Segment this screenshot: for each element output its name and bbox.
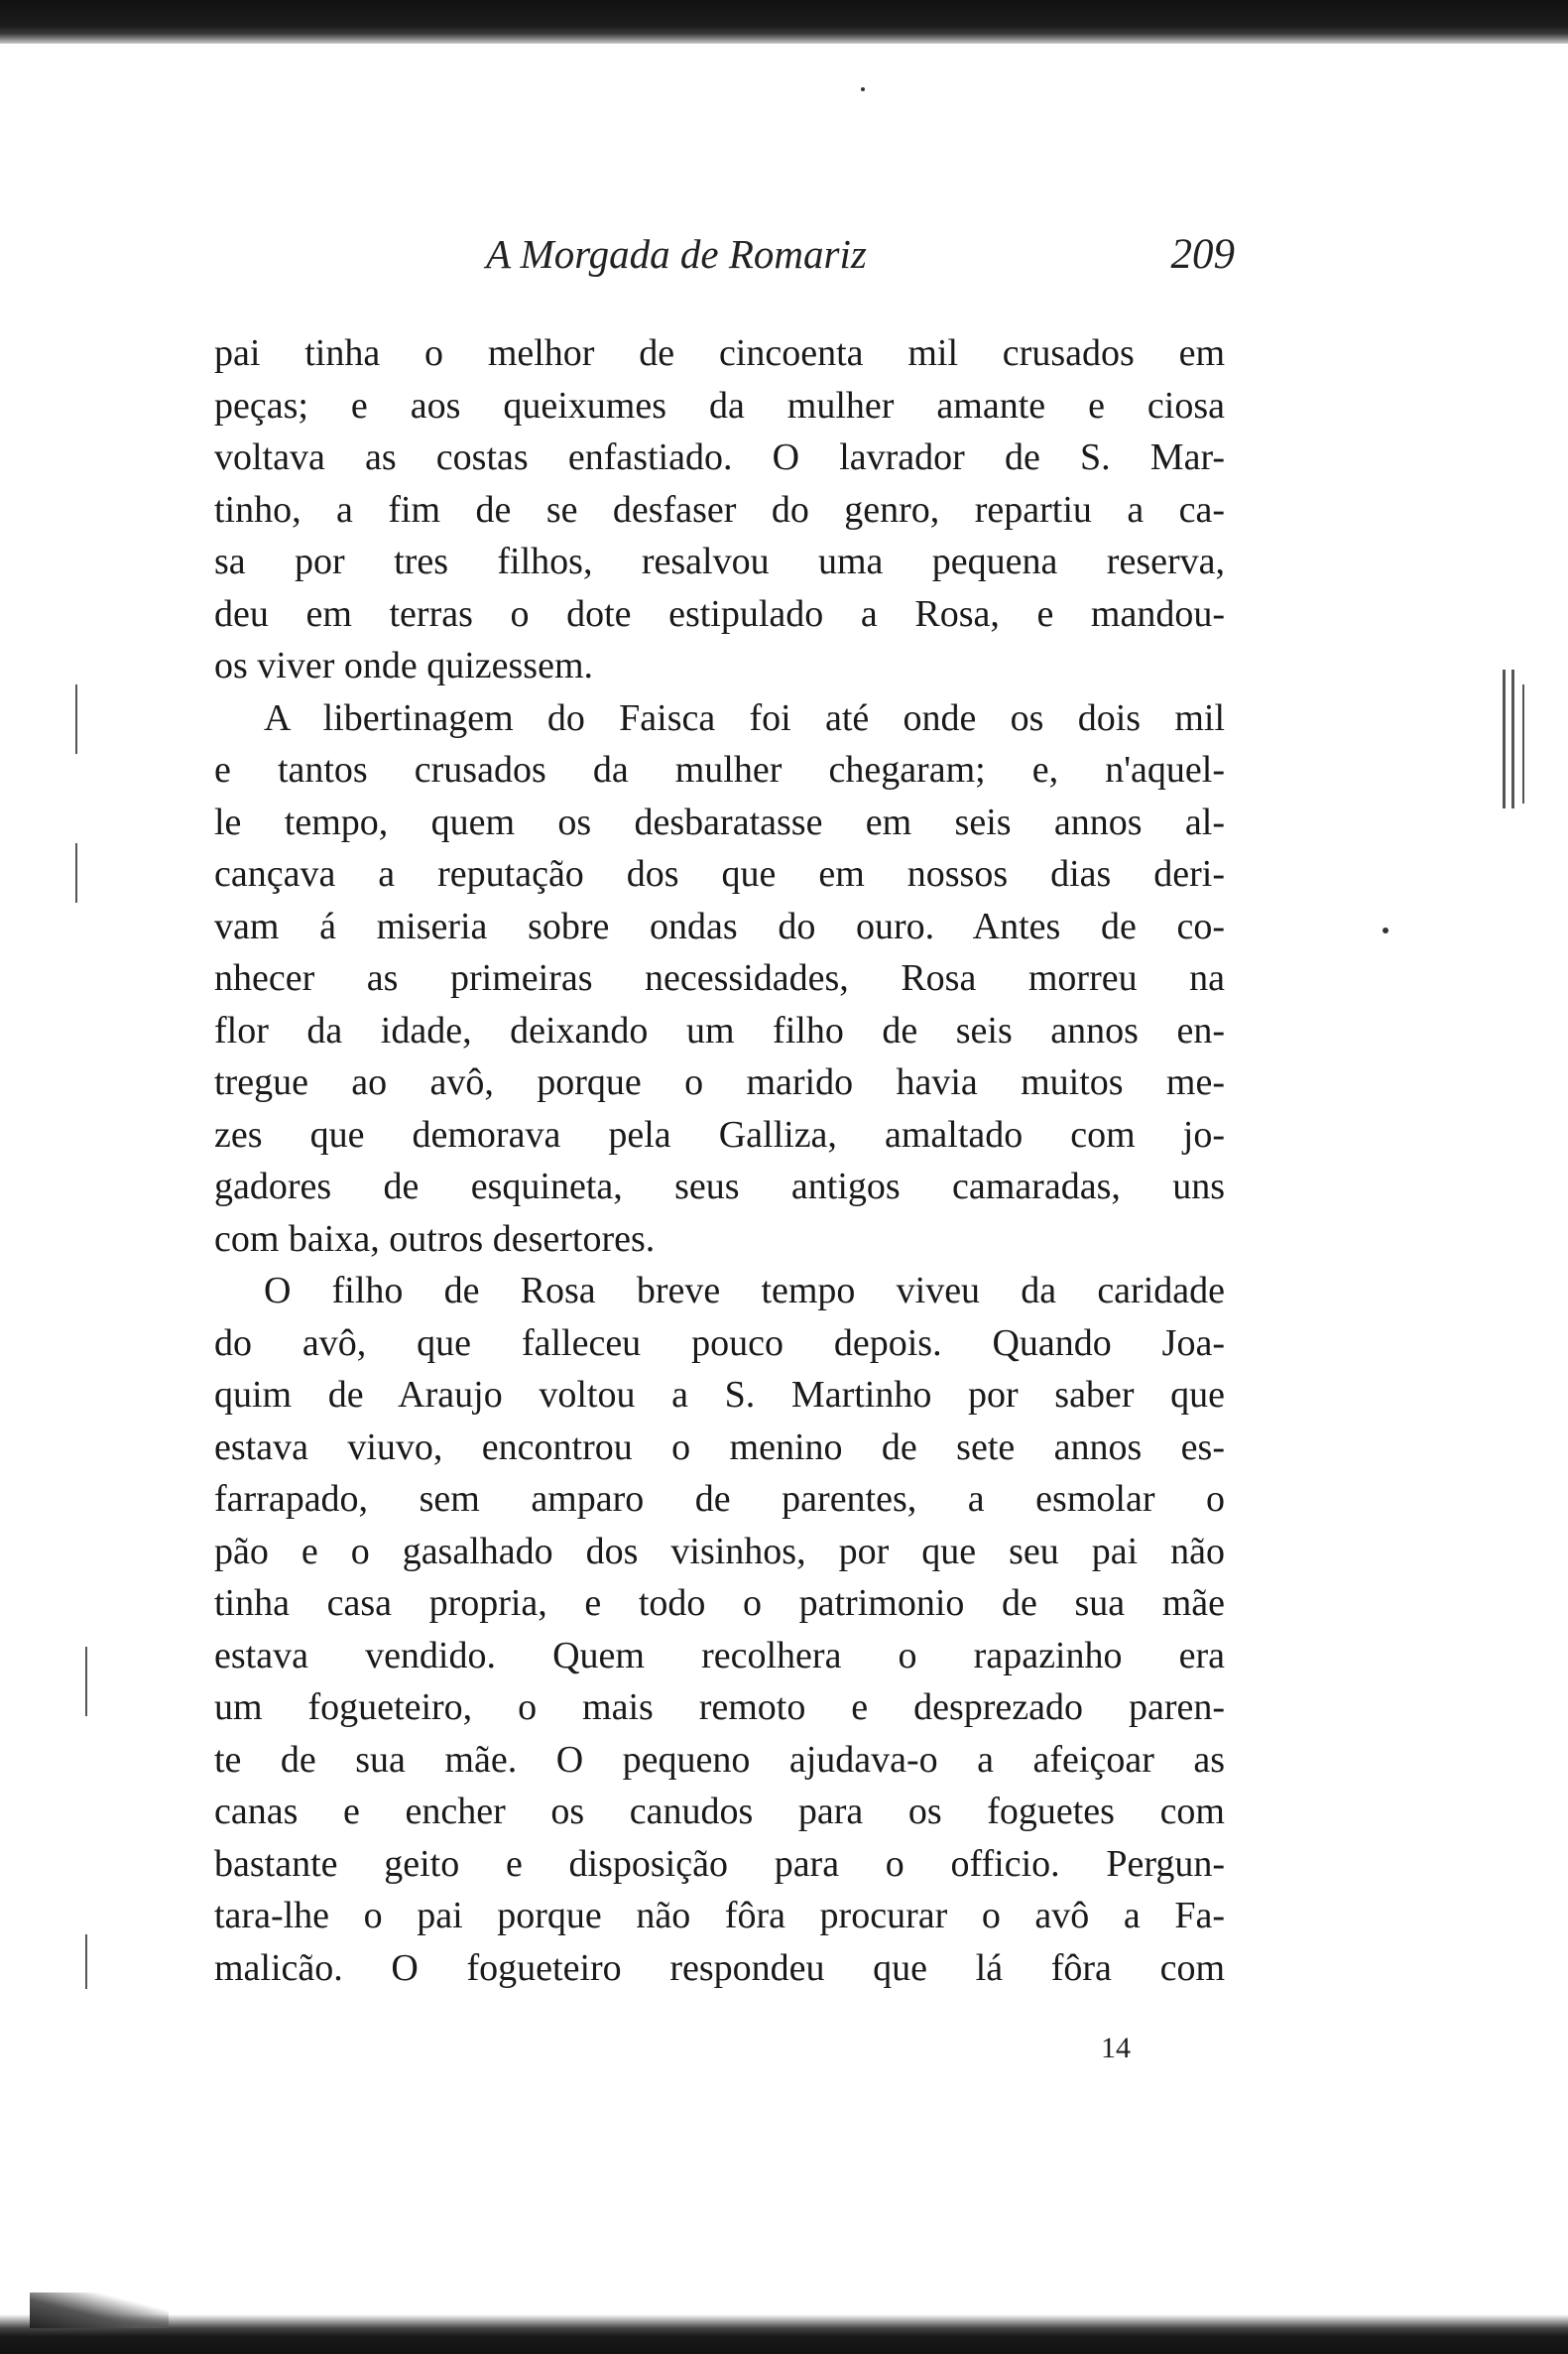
text-line: tara-lhe o pai porque não fôra procurar o avô a Fa- [214, 1895, 1225, 1936]
text-line: A libertinagem do Faisca foi até onde os dois mil [264, 696, 1225, 739]
margin-mark [1511, 670, 1514, 808]
text-line: te de sua mãe. O pequeno ajudava-o a afeiçoar as [214, 1738, 1225, 1781]
text-line: pão e o gasalhado dos visinhos, por que seu pai não [214, 1530, 1225, 1572]
text-line: voltava as costas enfastiado. O lavrador de S. Mar- [214, 436, 1225, 478]
text-line: quim de Araujo voltou a S. Martinho por saber que [214, 1374, 1225, 1416]
text-line: farrapado, sem amparo de parentes, a esmolar o [214, 1478, 1225, 1520]
text-line: com baixa, outros desertores. [214, 1217, 656, 1260]
text-line: estava viuvo, encontrou o menino de sete annos es- [214, 1425, 1225, 1468]
text-line: estava vendido. Quem recolhera o rapazinho era [214, 1634, 1225, 1676]
text-line: tinho, a fim de se desfaser do genro, repartiu a ca- [214, 488, 1225, 531]
text-line: tregue ao avô, porque o marido havia muitos me- [214, 1061, 1225, 1103]
text-line: vam á miseria sobre ondas do ouro. Antes de co- [214, 905, 1225, 947]
ink-speck [861, 87, 865, 91]
page-number: 209 [1170, 231, 1235, 278]
margin-mark [75, 684, 77, 754]
margin-mark [85, 1647, 87, 1716]
margin-mark [75, 843, 77, 903]
scan-bottom-border [0, 2314, 1568, 2354]
margin-mark [1522, 684, 1524, 804]
text-line: cançava a reputação dos que em nossos dias deri- [214, 853, 1225, 895]
ink-speck [1383, 928, 1388, 933]
text-line: deu em terras o dote estipulado a Rosa, e mandou- [214, 592, 1225, 635]
scan-corner-shadow [30, 2292, 169, 2328]
text-line: malicão. O fogueteiro respondeu que lá fôra com [214, 1946, 1225, 1989]
text-line: gadores de esquineta, seus antigos camaradas, uns [214, 1166, 1225, 1207]
running-title: A Morgada de Romariz [486, 231, 867, 277]
text-line: sa por tres filhos, resalvou uma pequena reserva, [214, 541, 1225, 582]
text-line: bastante geito e disposição para o officio. Pergun- [214, 1842, 1225, 1885]
margin-mark [1503, 670, 1506, 808]
text-line: tinha casa propria, e todo o patrimonio de sua mãe [214, 1582, 1225, 1624]
text-line: os viver onde quizessem. [214, 645, 594, 686]
text-line: do avô, que falleceu pouco depois. Quando Joa- [214, 1321, 1225, 1364]
text-line: um fogueteiro, o mais remoto e desprezado paren- [214, 1686, 1225, 1728]
text-line: peças; e aos queixumes da mulher amante e ciosa [214, 384, 1225, 427]
page-header [198, 230, 1235, 290]
text-line: flor da idade, deixando um filho de seis annos en- [214, 1009, 1225, 1052]
text-line: e tantos crusados da mulher chegaram; e, n'aquel- [214, 749, 1225, 791]
text-line: canas e encher os canudos para os foguetes com [214, 1791, 1225, 1832]
text-line: le tempo, quem os desbaratasse em seis annos al- [214, 801, 1225, 843]
text-line: nhecer as primeiras necessidades, Rosa morreu na [214, 957, 1225, 999]
text-line: zes que demorava pela Galliza, amaltado com jo- [214, 1113, 1225, 1156]
text-line: O filho de Rosa breve tempo viveu da caridade [264, 1270, 1225, 1311]
body-text [214, 327, 1225, 1994]
margin-mark [85, 1934, 87, 1989]
text-line: pai tinha o melhor de cincoenta mil crusados em [214, 332, 1225, 374]
signature-mark: 14 [1101, 2032, 1131, 2064]
scan-top-border [0, 0, 1568, 44]
